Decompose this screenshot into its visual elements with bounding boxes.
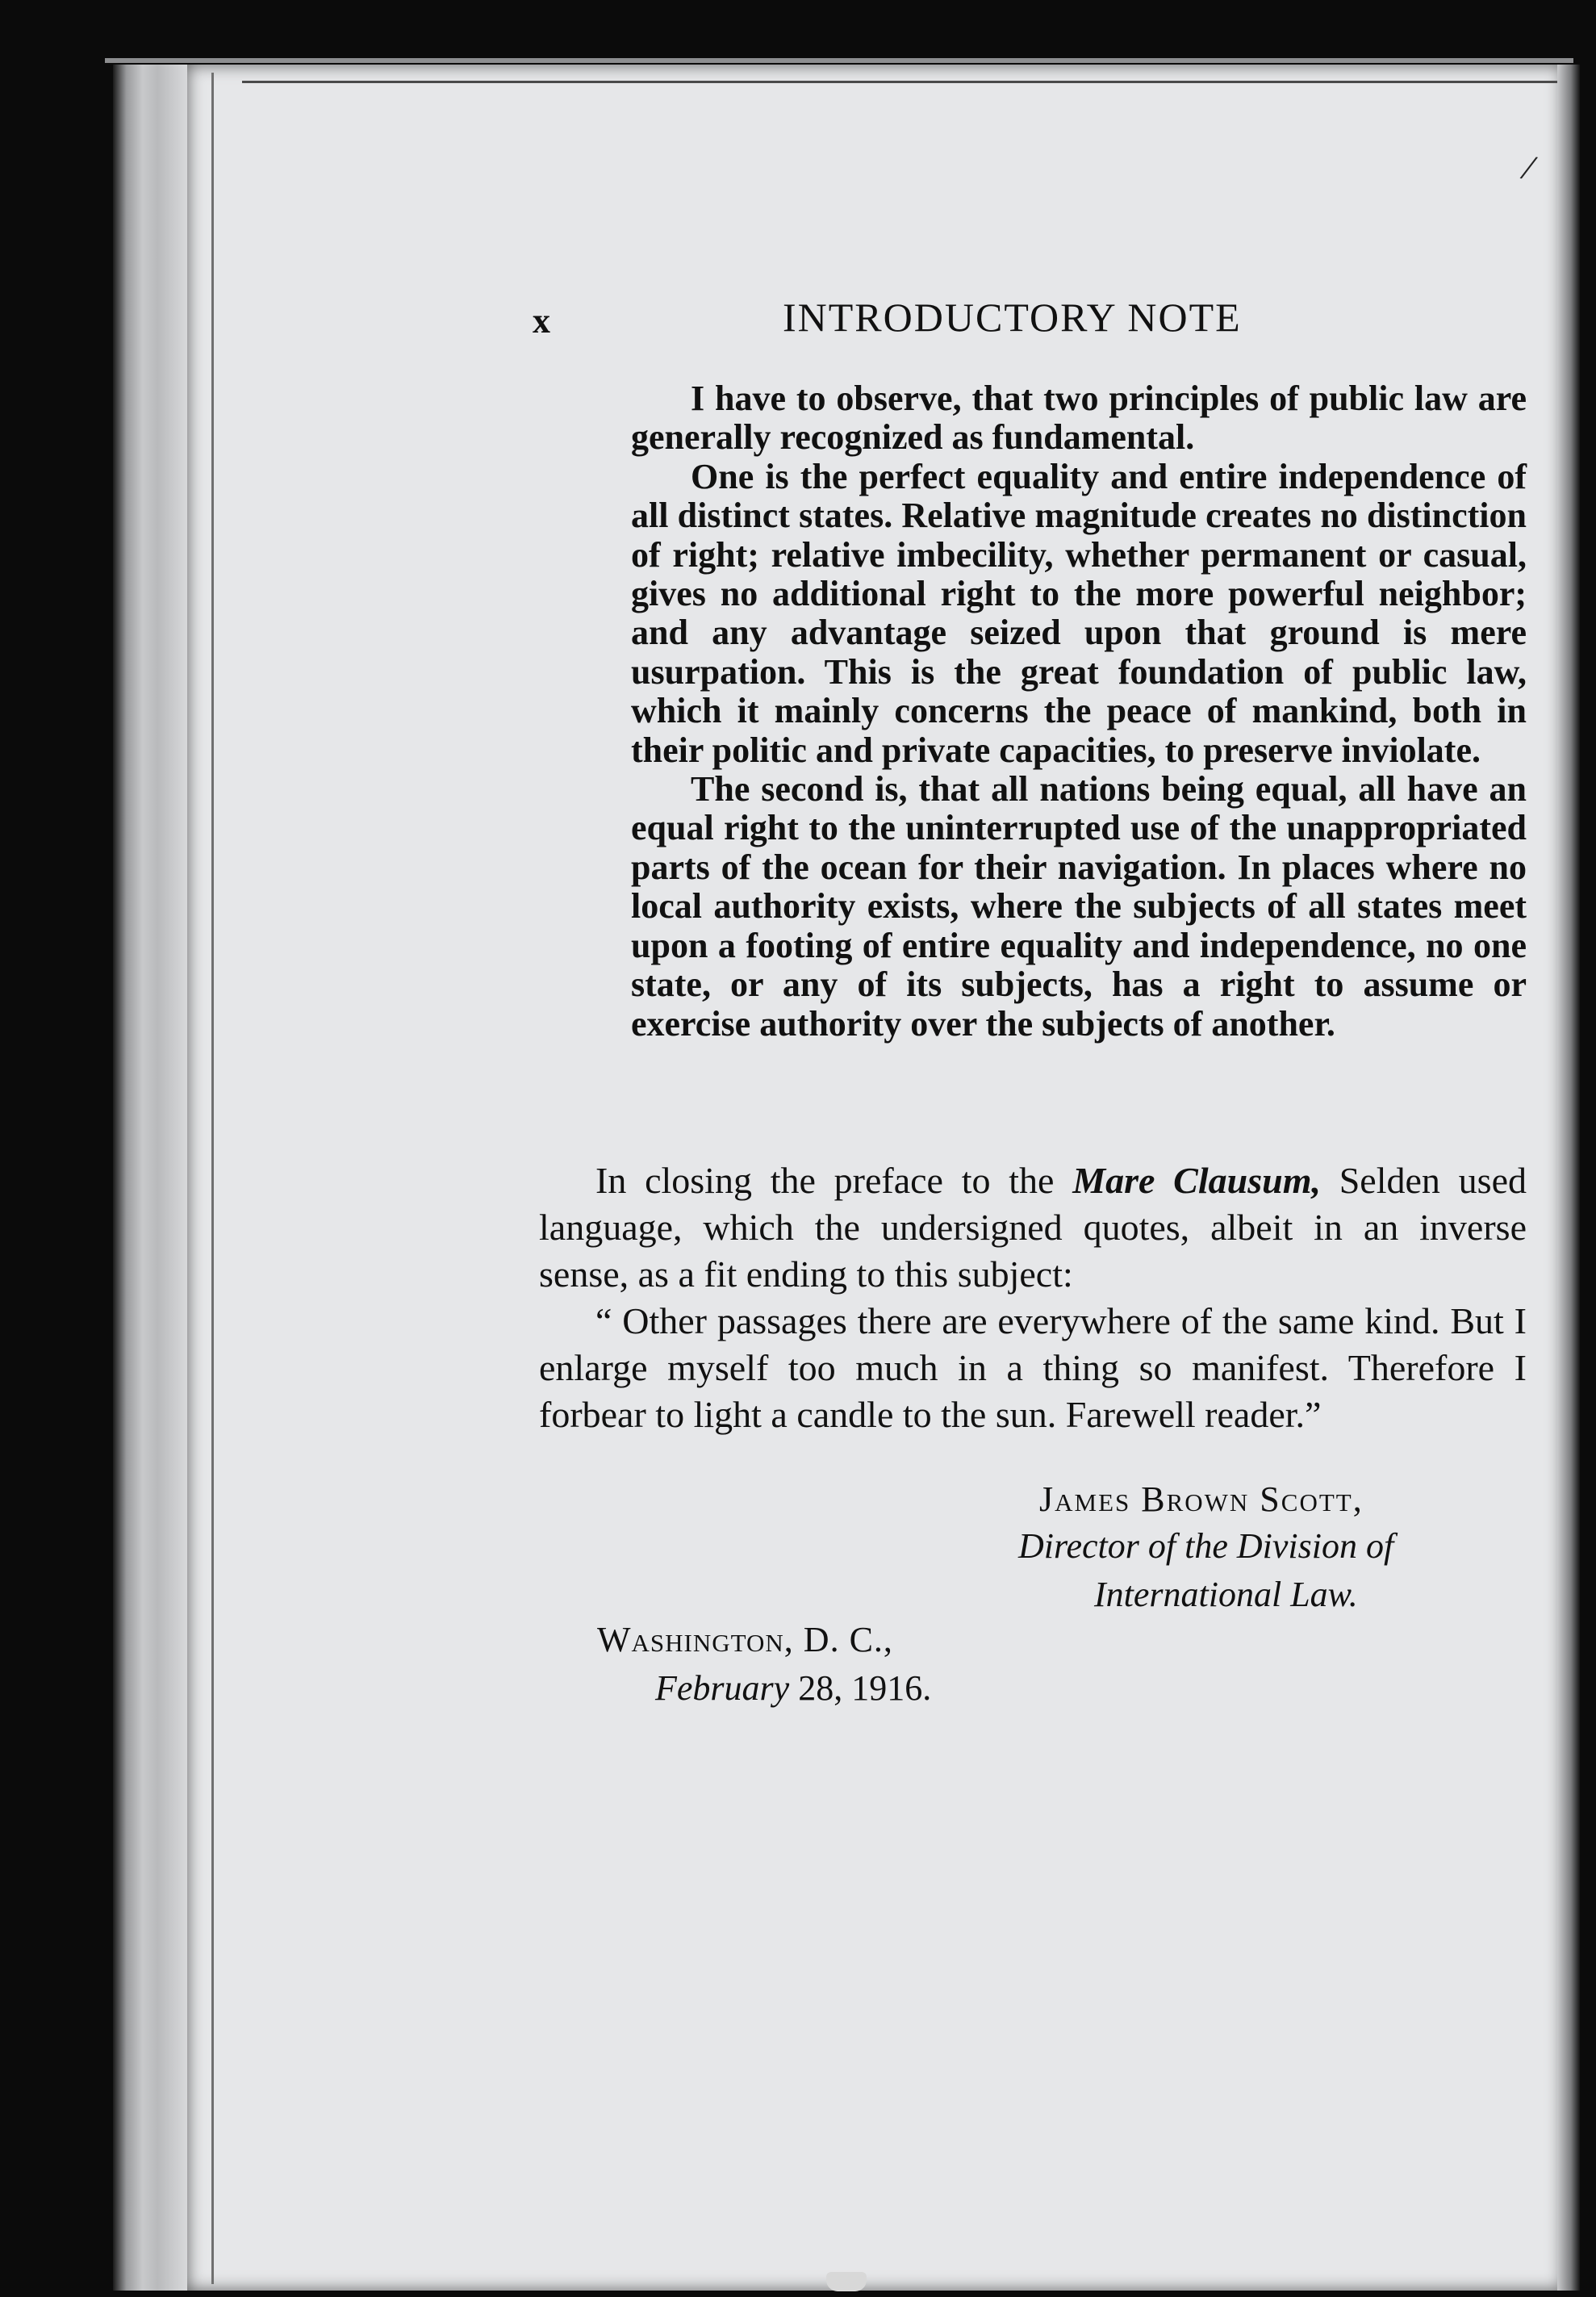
signature-title-line-2: International Law. <box>1094 1575 1358 1614</box>
quote-paragraph: The second is, that all nations being equal, all have an equal right to the uninterrupted use of the unappropriated parts of the ocean for their navigation. In places where no local authority exists, where the subjects of all states meet upon a footing of entire equality and independence, no one state, or any of its subjects, has a right to assume or exercise authority over the subjects of another. <box>631 769 1527 1044</box>
dateline-place: Washington, D. C., <box>597 1620 893 1659</box>
closing-text <box>539 1157 1527 1438</box>
quoted-passage <box>631 379 1527 1044</box>
page-number: x <box>533 301 550 341</box>
left-page-edge <box>113 65 187 2291</box>
closing-text-end: Selden used language, which the undersigned quotes, albeit in an inverse sense, as a fit ending to this subject: <box>539 1160 1527 1295</box>
quote-paragraph: I have to observe, that two principles of public law are generally recognized as fundamental. <box>631 379 1527 458</box>
corner-mark: / <box>1519 147 1537 188</box>
selden-quote: “ Other passages there are everywhere of the same kind. But I enlarge myself too much in a thing so manifest. Therefore I forbear to light a candle to the sun. Farewell reader.” <box>539 1300 1527 1435</box>
left-margin-line <box>211 73 214 2284</box>
signature-title-line-1: Director of the Division of <box>1018 1526 1394 1566</box>
dateline-date <box>655 1667 931 1709</box>
closing-text-start: In closing the preface to the <box>595 1160 1073 1201</box>
signature-name: James Brown Scott, <box>1039 1479 1364 1519</box>
dateline-day-year: 28, 1916. <box>789 1668 932 1708</box>
top-page-edge <box>105 58 1573 63</box>
book-title: Mare Clausum, <box>1072 1160 1321 1201</box>
right-page-edge <box>1557 65 1580 2291</box>
quote-paragraph: One is the perfect equality and entire independence of all distinct states. Relative magnitude creates no distinction of right; relative imbecility, whether permanent or casual, gives no additional right to the more powerful neighbor; and any advantage seized upon that ground is mere usurpation. This is the great foundation of public law, which it mainly concerns the peace of mankind, both in their politic and private capacities, to preserve inviolate. <box>631 456 1527 770</box>
running-head: INTRODUCTORY NOTE <box>783 295 1242 340</box>
closing-paragraph <box>539 1157 1527 1298</box>
dateline-month: February <box>655 1668 790 1708</box>
top-border-line <box>242 81 1557 83</box>
bottom-scan-mark <box>826 2272 867 2291</box>
